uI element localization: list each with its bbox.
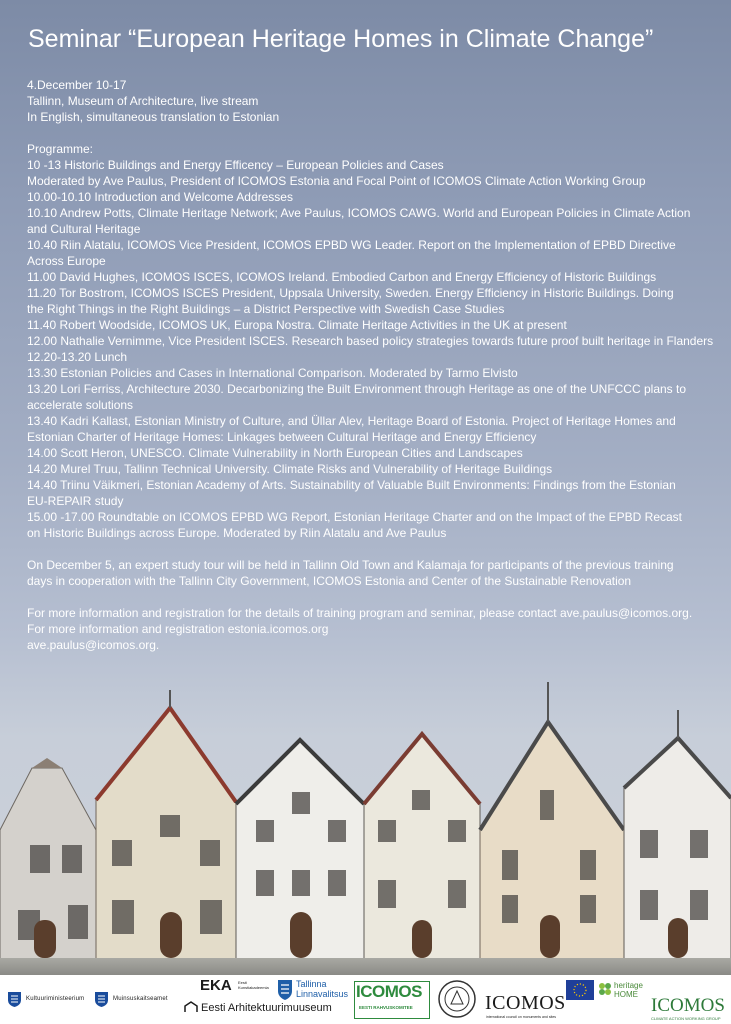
blank-line — [27, 589, 722, 605]
tallinn-text-2: Linnavalitsus — [296, 989, 349, 999]
text-line: In English, simultaneous translation to Estonian — [27, 110, 280, 124]
text-line: For more information and registration for the details of training program and seminar, please contact ave.paulus@icomos.org. — [27, 606, 693, 620]
text-line: 4.December 10-17 — [27, 78, 127, 92]
sponsor-logo-bar — [0, 975, 731, 1024]
text-line: EU-REPAIR study — [27, 494, 124, 508]
icomos-estonia-subtitle: EESTI RAHVUSKOMITEE — [359, 1005, 413, 1010]
estonian-crest-icon — [8, 992, 21, 1007]
text-line: the Right Things in the Right Buildings – a District Perspective with Swedish Case Studies — [27, 302, 505, 316]
heritage-home-text-1: heritage — [614, 981, 643, 990]
tallinn-text-1: Tallinna — [296, 979, 327, 989]
blank-line — [27, 125, 722, 141]
text-line: 11.40 Robert Woodside, ICOMOS UK, Europa Nostra. Climate Heritage Activities in the UK at present — [27, 318, 567, 332]
eu-flag-icon — [566, 980, 594, 1000]
text-line: Estonian Charter of Heritage Homes: Linkages between Cultural Heritage and Energy Efficiency — [27, 430, 537, 444]
text-line: 12.20-13.20 Lunch — [27, 350, 128, 364]
museum-icon — [184, 1001, 198, 1013]
text-line: Moderated by Ave Paulus, President of ICOMOS Estonia and Focal Point of ICOMOS Climate Action Working Group — [27, 174, 646, 188]
text-line: 10.00-10.10 Introduction and Welcome Addresses — [27, 190, 293, 204]
text-line: 13.30 Estonian Policies and Cases in International Comparison. Moderated by Tarmo Elvisto — [27, 366, 518, 380]
icomos-cawg-subtitle: CLIMATE ACTION WORKING GROUP — [651, 1016, 721, 1021]
text-line: 10.10 Andrew Potts, Climate Heritage Network; Ave Paulus, ICOMOS CAWG. World and European Policies in Climate Action — [27, 206, 691, 220]
muinsuskaitseamet-text: Muinsuskaitseamet — [113, 996, 168, 1002]
text-line: 10 -13 Historic Buildings and Energy Efficency – European Policies and Cases — [27, 158, 444, 172]
icomos-international-text: ICOMOS — [485, 992, 566, 1014]
text-line: Programme: — [27, 142, 94, 156]
heritage-home-text-2: HOME — [614, 990, 638, 999]
text-line: ave.paulus@icomos.org. — [27, 638, 160, 652]
text-line: 14.20 Murel Truu, Tallinn Technical University. Climate Risks and Vulnerability of Heritage Buildings — [27, 462, 553, 476]
text-line: On December 5, an expert study tour will be held in Tallinn Old Town and Kalamaja for participants of the previous training — [27, 558, 674, 572]
kultuuriministeerium-text: Kultuuriministeerium — [26, 996, 85, 1002]
heritage-seal-icon — [438, 980, 476, 1018]
historic-houses-illustration — [0, 680, 731, 975]
text-line: 12.00 Nathalie Vernimme, Vice President ISCES. Research based policy strategies towards future proof built heritage in Flanders — [27, 334, 714, 348]
text-line: 10.40 Riin Alatalu, ICOMOS Vice President, ICOMOS EPBD WG Leader. Report on the Implementation of EPBD Directive — [27, 238, 676, 252]
arhitektuurimuuseum-text: Eesti Arhitektuurimuuseum — [201, 1002, 332, 1014]
text-line: Tallinn, Museum of Architecture, live stream — [27, 94, 259, 108]
text-line: 13.20 Lori Ferriss, Architecture 2030. Decarbonizing the Built Environment through Heritage as one of the UNFCCC plans to — [27, 382, 687, 396]
icomos-estonia-text: ICOMOS — [356, 982, 422, 1001]
eka-text: EKA — [200, 977, 232, 994]
text-line: 15.00 -17.00 Roundtable on ICOMOS EPBD WG Report, Estonian Heritage Charter and on the Impact of the EPBD Recast — [27, 510, 683, 524]
page-title: Seminar “European Heritage Homes in Climate Change” — [28, 25, 654, 53]
text-line: 14.00 Scott Heron, UNESCO. Climate Vulnerability in North European Cities and Landscapes — [27, 446, 523, 460]
text-line: 14.40 Triinu Väikmeri, Estonian Academy of Arts. Sustainability of Valuable Built Environments: Findings from the Estonian — [27, 478, 676, 492]
text-line: 11.00 David Hughes, ICOMOS ISCES, ICOMOS Ireland. Embodied Carbon and Energy Efficiency of Historic Buildings — [27, 270, 657, 284]
icomos-cawg-text: ICOMOS — [651, 995, 725, 1016]
text-line: on Historic Buildings across Europe. Moderated by Riin Alatalu and Ave Paulus — [27, 526, 447, 540]
text-line: 13.40 Kadri Kallast, Estonian Ministry of Culture, and Üllar Alev, Heritage Board of Estonia. Project of Heritage Homes and — [27, 414, 676, 428]
text-line: accelerate solutions — [27, 398, 134, 412]
text-line: Across Europe — [27, 254, 106, 268]
estonian-crest-icon — [95, 992, 108, 1007]
text-line: and Cultural Heritage — [27, 222, 141, 236]
text-line: days in cooperation with the Tallinn City Government, ICOMOS Estonia and Center of the Sustainable Renovation — [27, 574, 632, 588]
icomos-international-subtitle: international council on monuments and sites — [486, 1015, 557, 1019]
text-line: 11.20 Tor Bostrom, ICOMOS ISCES President, Uppsala University, Sweden. Energy Efficiency in Historic Buildings. Doing — [27, 286, 674, 300]
heritage-home-icon — [598, 982, 612, 996]
text-line: For more information and registration estonia.icomos.org — [27, 622, 329, 636]
programme-text — [27, 77, 722, 653]
tallinn-coat-icon — [278, 980, 292, 1000]
blank-line — [27, 541, 722, 557]
eka-subtitle: Eesti Kunstiakadeemia — [238, 980, 269, 990]
